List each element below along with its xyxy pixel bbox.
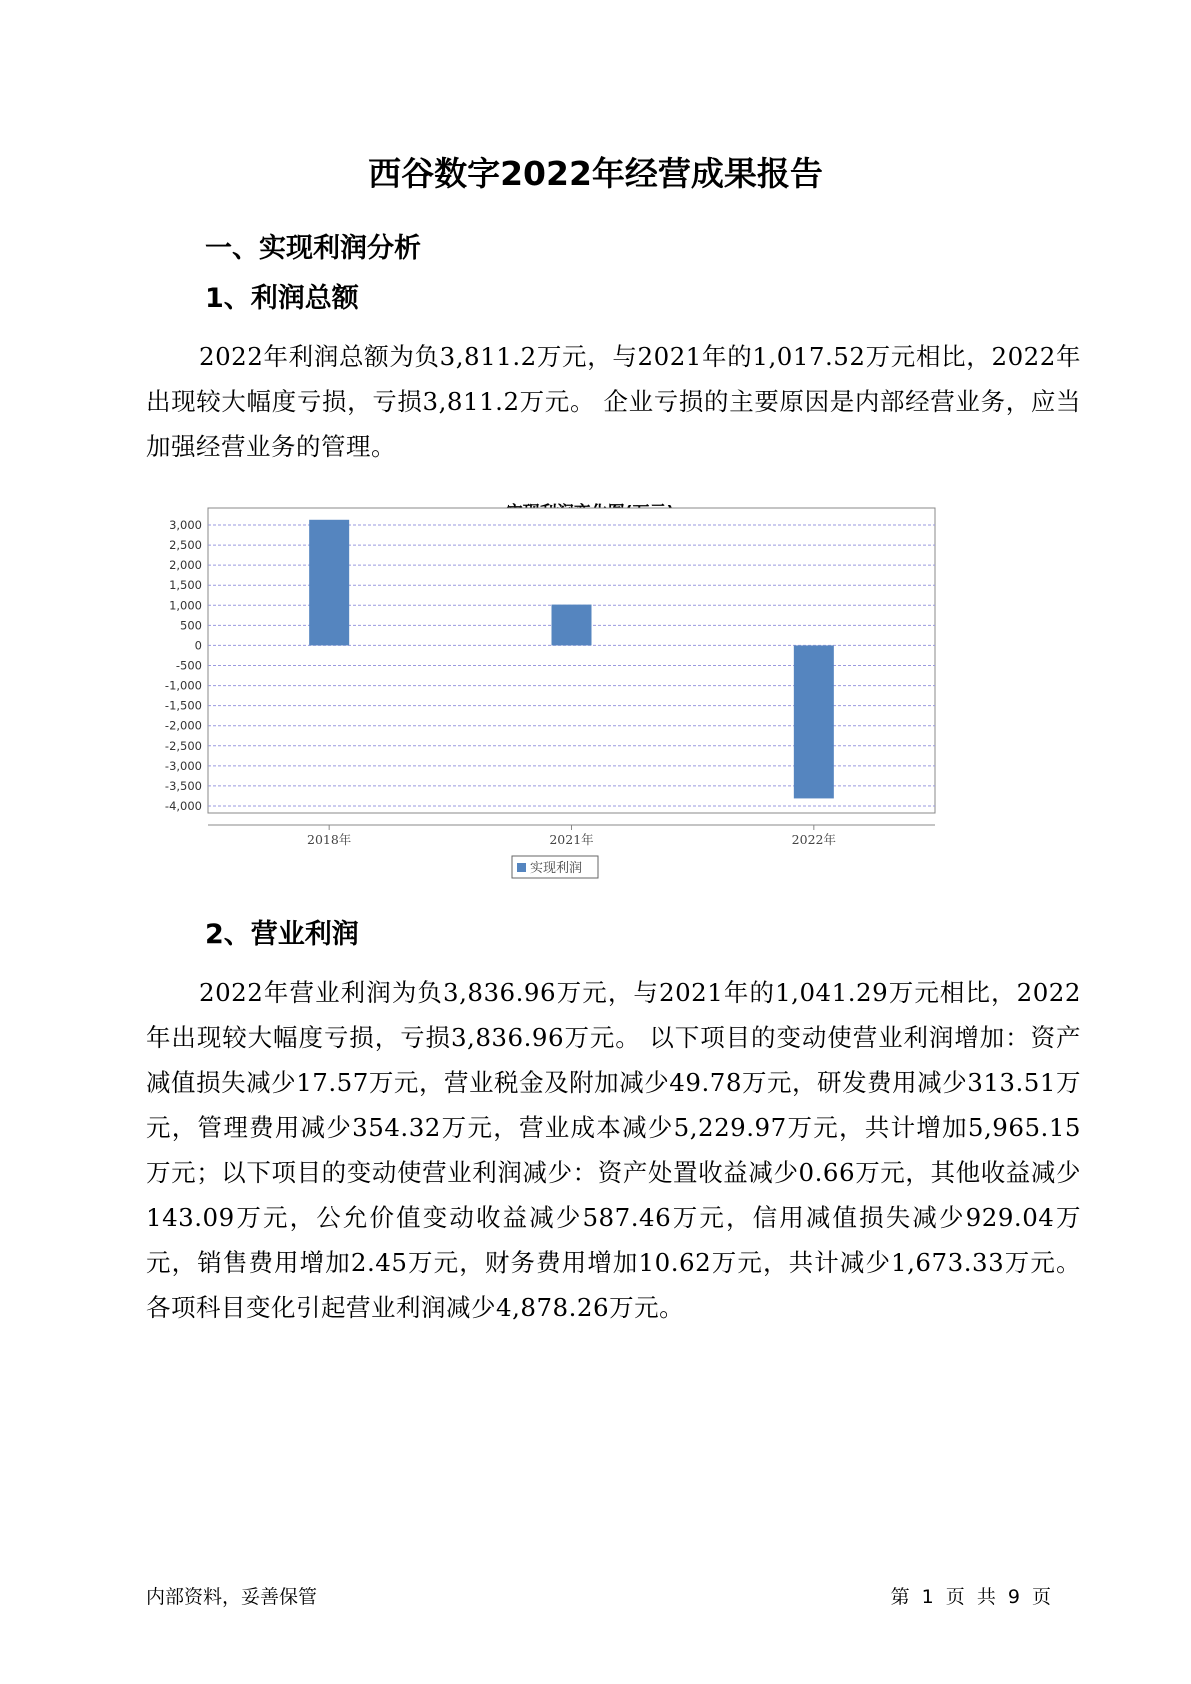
subheading-total-profit: 1、利润总额	[205, 283, 359, 314]
profit-chart	[150, 498, 1030, 958]
bar	[552, 605, 592, 646]
subheading-operating-profit: 2、营业利润	[205, 919, 359, 950]
chart-svg	[150, 498, 1030, 958]
y-tick-label: -500	[175, 658, 202, 673]
x-tick-label: 2021年	[549, 832, 594, 847]
footer-confidential-note: 内部资料，妥善保管	[146, 1586, 318, 1608]
page-title: 西谷数字2022年经营成果报告	[368, 154, 823, 193]
y-tick-label: -3,000	[164, 758, 202, 773]
x-tick-label: 2022年	[791, 832, 836, 847]
y-tick-label: -4,000	[164, 799, 202, 813]
y-tick-label: -2,000	[164, 718, 202, 733]
paragraph-total-profit: 2022年利润总额为负3,811.2万元，与2021年的1,017.52万元相比，2022年出现较大幅度亏损，亏损3,811.2万元。 企业亏损的主要原因是内部经营业务，应当加强经营业务的管理。	[146, 342, 1081, 461]
y-tick-label: 0	[194, 638, 202, 653]
bar	[309, 520, 349, 646]
footer-page-number: 第 1 页 共 9 页	[890, 1586, 1051, 1608]
y-tick-label: -2,500	[164, 738, 202, 753]
legend-label: 实现利润	[530, 861, 583, 876]
y-tick-label: 500	[180, 618, 202, 633]
y-tick-label: -1,500	[164, 698, 202, 713]
x-tick-label: 2018年	[307, 832, 352, 847]
y-tick-label: 2,000	[169, 558, 202, 573]
y-tick-label: 1,500	[169, 578, 202, 593]
y-tick-label: -1,000	[164, 678, 202, 693]
y-tick-label: 2,500	[169, 538, 202, 553]
y-tick-label: 1,000	[169, 598, 202, 613]
y-tick-label: 3,000	[169, 518, 202, 532]
section-heading-profit-analysis: 一、实现利润分析	[205, 233, 421, 264]
legend-swatch	[517, 863, 526, 872]
paragraph-operating-profit: 2022年营业利润为负3,836.96万元，与2021年的1,041.29万元相比，2022年出现较大幅度亏损，亏损3,836.96万元。 以下项目的变动使营业利润增加：资产减值损失减少17.57万元，营业税金及附加减少49.78万元，研发费用减少313.51万元，管理费用减少354.32万元，营业成本减少5,229.97万元，共计增加5,965.15万元；以下项目的变动使营业利润减少：资产处置收益减少0.66万元，其他收益减少143.09万元，公允价值变动收益减少587.46万元，信用减值损失减少929.04万元，销售费用增加2.45万元，财务费用增加10.62万元，共计减少1,673.33万元。各项科目变化引起营业利润减少4,878.26万元。	[146, 978, 1081, 1322]
y-tick-label: -3,500	[164, 778, 202, 793]
bar	[794, 645, 834, 798]
